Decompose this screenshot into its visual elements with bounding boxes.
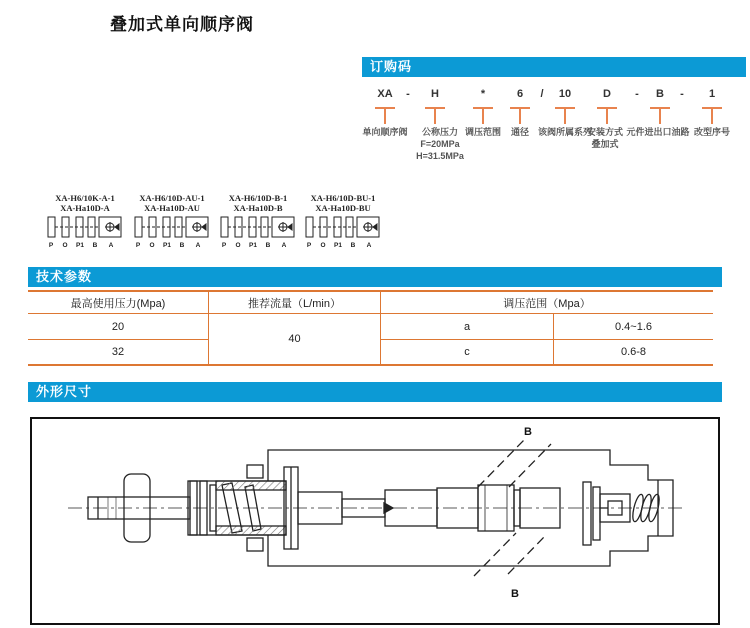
tick-line bbox=[659, 109, 661, 124]
symbol-port-labels bbox=[307, 242, 372, 249]
order-tick bbox=[555, 107, 575, 125]
page-title: 叠加式单向顺序阀 bbox=[110, 15, 254, 34]
order-tick bbox=[650, 107, 670, 125]
code-label-line: 单向顺序阀 bbox=[362, 127, 408, 137]
table-line bbox=[28, 364, 713, 366]
pressure-value: 32 bbox=[111, 346, 125, 358]
tick-line bbox=[482, 109, 484, 124]
valve-model-card bbox=[40, 193, 130, 256]
svg-text:P1: P1 bbox=[334, 242, 342, 249]
code-label bbox=[416, 126, 464, 162]
code-label-line: 调压范围 bbox=[464, 127, 502, 137]
svg-text:P1: P1 bbox=[76, 242, 84, 249]
valve-symbol-schematic bbox=[132, 215, 212, 251]
code-token: B bbox=[656, 88, 664, 100]
svg-text:O: O bbox=[235, 242, 241, 249]
svg-text:P: P bbox=[306, 242, 312, 249]
dimension-drawing-frame bbox=[30, 417, 720, 625]
symbol-cells bbox=[135, 217, 208, 237]
valve-symbol-schematic bbox=[303, 215, 383, 251]
model-number: XA-H6/10D-AU-1 bbox=[139, 193, 205, 203]
svg-text:A: A bbox=[195, 242, 201, 249]
code-label bbox=[465, 126, 501, 138]
tech-params-table bbox=[28, 290, 713, 366]
code-label-line: 通径 bbox=[510, 127, 530, 137]
tick-line bbox=[711, 109, 713, 124]
svg-text:O: O bbox=[320, 242, 326, 249]
model-number-alt: XA-Ha10D-A bbox=[60, 203, 110, 213]
code-token: - bbox=[635, 88, 639, 100]
code-label-line: 元件进出口油路 bbox=[626, 127, 690, 137]
order-code-header: 订购码 bbox=[362, 57, 746, 77]
valve-symbol-schematic bbox=[45, 215, 125, 251]
svg-text:B: B bbox=[350, 242, 356, 249]
section-label-b-top: B bbox=[524, 426, 532, 438]
tick-line bbox=[519, 109, 521, 124]
svg-text:A: A bbox=[108, 242, 114, 249]
col-header-pressure: 最高使用压力(Mpa) bbox=[70, 297, 166, 310]
code-label bbox=[694, 126, 730, 138]
model-number: XA-H6/10K-A-1 bbox=[55, 193, 115, 203]
symbol-cells bbox=[306, 217, 379, 237]
symbol-port-labels bbox=[222, 242, 287, 249]
svg-text:O: O bbox=[149, 242, 155, 249]
valve-model-card bbox=[213, 193, 303, 256]
code-token: - bbox=[406, 88, 410, 100]
col-header-flow: 推荐流量（L/min） bbox=[248, 297, 341, 310]
svg-text:P1: P1 bbox=[249, 242, 257, 249]
order-code-diagram bbox=[362, 80, 746, 190]
code-label-line: 安装方式 bbox=[586, 127, 624, 137]
section-label-b-bottom: B bbox=[511, 588, 519, 600]
tick-line bbox=[606, 109, 608, 124]
code-label bbox=[587, 126, 623, 150]
code-label-line: 公称压力 bbox=[421, 127, 458, 137]
code-label-line: F=20MPa bbox=[420, 139, 460, 149]
svg-text:B: B bbox=[179, 242, 185, 249]
flow-value: 40 bbox=[288, 333, 301, 345]
model-number: XA-H6/10D-BU-1 bbox=[310, 193, 376, 203]
valve-model-card bbox=[127, 193, 217, 256]
code-token: 6 bbox=[516, 88, 524, 100]
code-label-line: H=31.5MPa bbox=[416, 151, 464, 161]
code-label bbox=[626, 126, 689, 138]
range-grade: c bbox=[464, 346, 470, 358]
order-tick bbox=[702, 107, 722, 125]
valve-symbol-schematic bbox=[218, 215, 298, 251]
model-number-alt: XA-Ha10D-B bbox=[233, 203, 283, 213]
svg-text:A: A bbox=[281, 242, 287, 249]
range-grade: a bbox=[463, 320, 471, 333]
code-token: 1 bbox=[708, 88, 716, 100]
svg-text:A: A bbox=[366, 242, 372, 249]
col-header-range: 调压范围（Mpa） bbox=[503, 297, 591, 310]
tick-line bbox=[434, 109, 436, 124]
order-tick bbox=[473, 107, 493, 125]
svg-text:P: P bbox=[221, 242, 227, 249]
code-token: * bbox=[480, 88, 486, 100]
code-token: H bbox=[431, 88, 439, 100]
svg-text:P1: P1 bbox=[163, 242, 171, 249]
tick-line bbox=[564, 109, 566, 124]
model-number: XA-H6/10D-B-1 bbox=[228, 193, 288, 203]
code-token: - bbox=[680, 88, 684, 100]
valve-model-card bbox=[298, 193, 388, 256]
code-label bbox=[362, 126, 407, 138]
valve-cross-section-drawing bbox=[32, 419, 718, 620]
model-number-alt: XA-Ha10D-BU bbox=[315, 203, 371, 213]
code-token: / bbox=[540, 88, 544, 100]
valve-models-row bbox=[40, 193, 400, 258]
symbol-cells bbox=[48, 217, 121, 237]
svg-text:O: O bbox=[62, 242, 68, 249]
tech-params-header: 技术参数 bbox=[28, 267, 722, 287]
svg-text:P: P bbox=[48, 242, 54, 249]
code-token: XA bbox=[377, 88, 393, 100]
valve-body-drawing bbox=[68, 440, 684, 576]
code-label-line: 叠加式 bbox=[591, 139, 619, 149]
pressure-value: 20 bbox=[111, 320, 125, 333]
order-tick bbox=[597, 107, 617, 125]
symbol-port-labels bbox=[136, 242, 201, 249]
code-token: 10 bbox=[558, 88, 572, 100]
svg-text:B: B bbox=[265, 242, 271, 249]
code-label bbox=[538, 126, 592, 138]
code-label bbox=[511, 126, 529, 138]
symbol-port-labels bbox=[49, 242, 114, 249]
dimensions-header: 外形尺寸 bbox=[28, 382, 722, 402]
model-number-alt: XA-Ha10D-AU bbox=[144, 203, 200, 213]
tick-line bbox=[384, 109, 386, 124]
code-label-line: 改型序号 bbox=[693, 127, 731, 137]
code-token: D bbox=[603, 88, 611, 100]
code-label-line: 该阀所属系列 bbox=[537, 127, 593, 137]
svg-text:B: B bbox=[92, 242, 98, 249]
range-value: 0.4~1.6 bbox=[614, 320, 652, 333]
order-tick bbox=[375, 107, 395, 125]
order-tick bbox=[510, 107, 530, 125]
symbol-cells bbox=[221, 217, 294, 237]
svg-text:P: P bbox=[135, 242, 141, 249]
order-tick bbox=[425, 107, 445, 125]
range-value: 0.6-8 bbox=[620, 346, 647, 358]
